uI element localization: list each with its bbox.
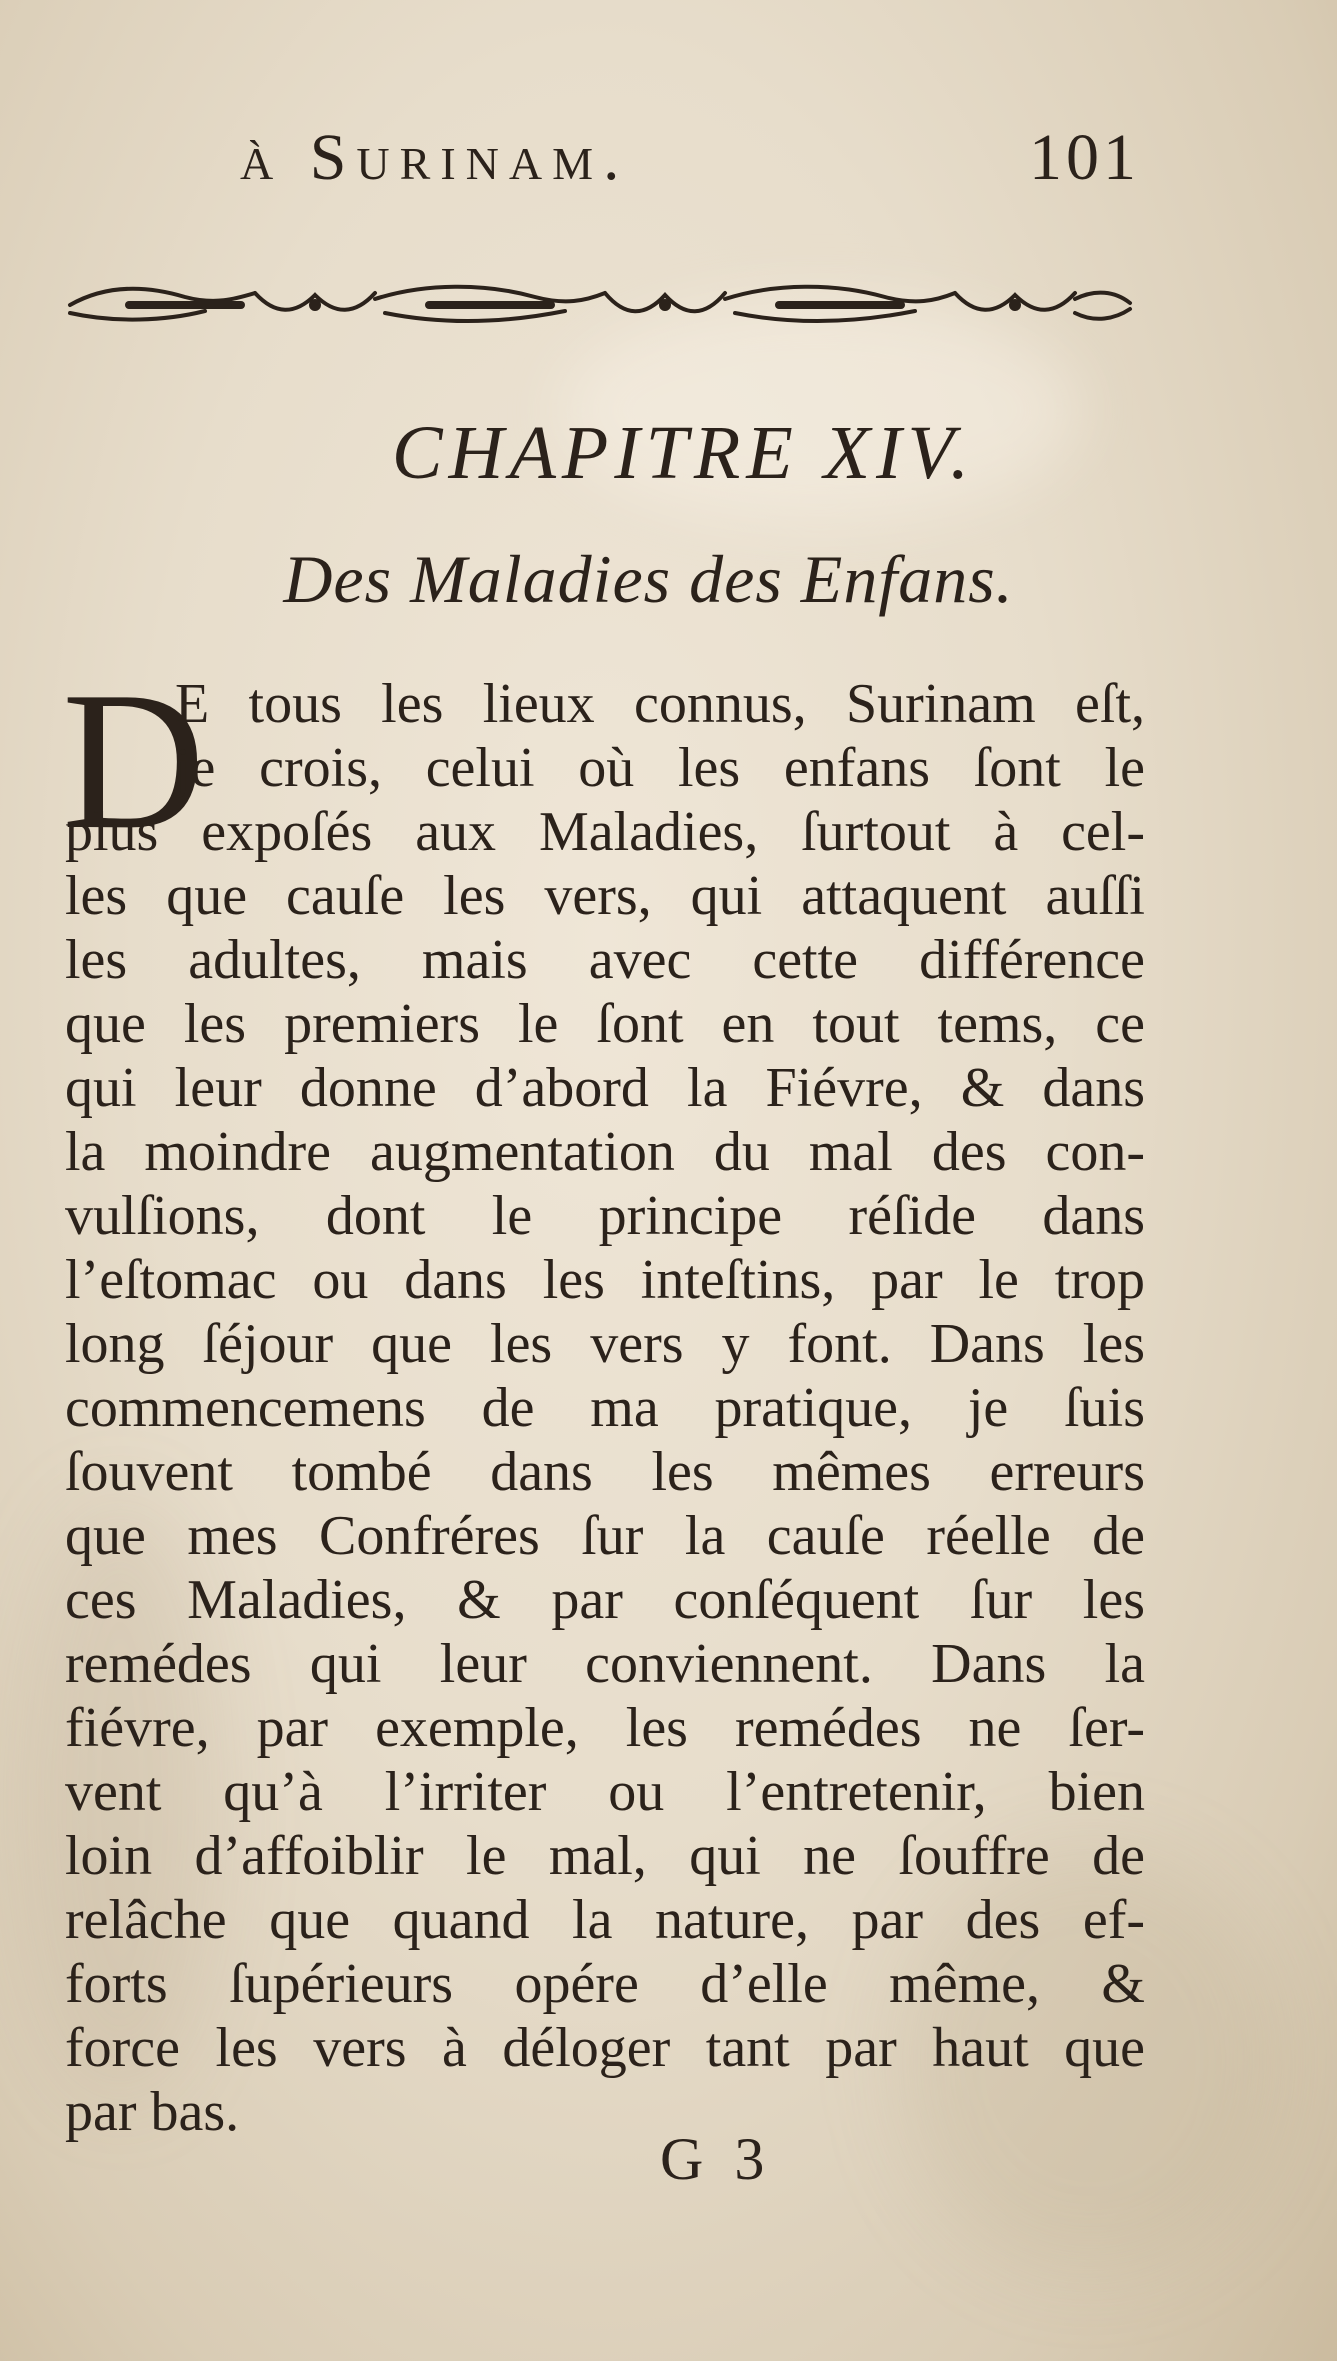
signature-mark: G 3 bbox=[660, 2126, 773, 2192]
drop-cap: D bbox=[62, 651, 205, 870]
running-head-title: à Surinam. bbox=[240, 121, 630, 194]
body-text-line: long ſéjour que les vers y font. Dans les bbox=[65, 1313, 1145, 1375]
body-text-line: fiévre, par exemple, les remédes ne ſer- bbox=[65, 1697, 1145, 1759]
body-text-line: forts ſupérieurs opére d’elle même, & bbox=[65, 1953, 1145, 2015]
body-text-line: vulſions, dont le principe réſide dans bbox=[65, 1185, 1145, 1247]
body-text-line: force les vers à déloger tant par haut que bbox=[65, 2017, 1145, 2079]
running-head bbox=[240, 120, 1140, 210]
chapter-title: CHAPITRE XIV. bbox=[391, 411, 976, 495]
body-text-line: les que cauſe les vers, qui attaquent auſſi bbox=[65, 865, 1145, 927]
body-text-line: que les premiers le ſont en tout tems, ce bbox=[65, 993, 1145, 1055]
body-text-line: remédes qui leur conviennent. Dans la bbox=[65, 1633, 1145, 1695]
body-text-line: ſouvent tombé dans les mêmes erreurs bbox=[65, 1441, 1145, 1503]
chapter-subtitle: Des Maladies des Enfans. bbox=[283, 541, 1014, 617]
decorative-border-ornament bbox=[65, 275, 1135, 335]
body-text-line: commencemens de ma pratique, je ſuis bbox=[65, 1377, 1145, 1439]
body-text-line: qui leur donne d’abord la Fiévre, & dans bbox=[65, 1057, 1145, 1119]
body-text-line: que mes Confréres ſur la cauſe réelle de bbox=[65, 1505, 1145, 1567]
body-text-line: ces Maladies, & par conſéquent ſur les bbox=[65, 1569, 1145, 1631]
body-text-line: les adultes, mais avec cette différence bbox=[65, 929, 1145, 991]
body-text-line: la moindre augmentation du mal des con- bbox=[65, 1121, 1145, 1183]
body-text-line: par bas. bbox=[65, 2081, 240, 2143]
body-text-line: l’eſtomac ou dans les inteſtins, par le trop bbox=[65, 1249, 1145, 1311]
body-text-line: E tous les lieux connus, Surinam eſt, bbox=[175, 673, 1145, 735]
page-number: 101 bbox=[1029, 121, 1140, 194]
body-text-line: je crois, celui où les enfans ſont le bbox=[175, 737, 1145, 799]
body-text-line: loin d’affoiblir le mal, qui ne ſouffre de bbox=[65, 1825, 1145, 1887]
body-text-line: vent qu’à l’irriter ou l’entretenir, bien bbox=[65, 1761, 1145, 1823]
body-text-line: plus expoſés aux Maladies, ſurtout à cel- bbox=[65, 801, 1145, 863]
body-text-line: relâche que quand la nature, par des ef- bbox=[65, 1889, 1145, 1951]
